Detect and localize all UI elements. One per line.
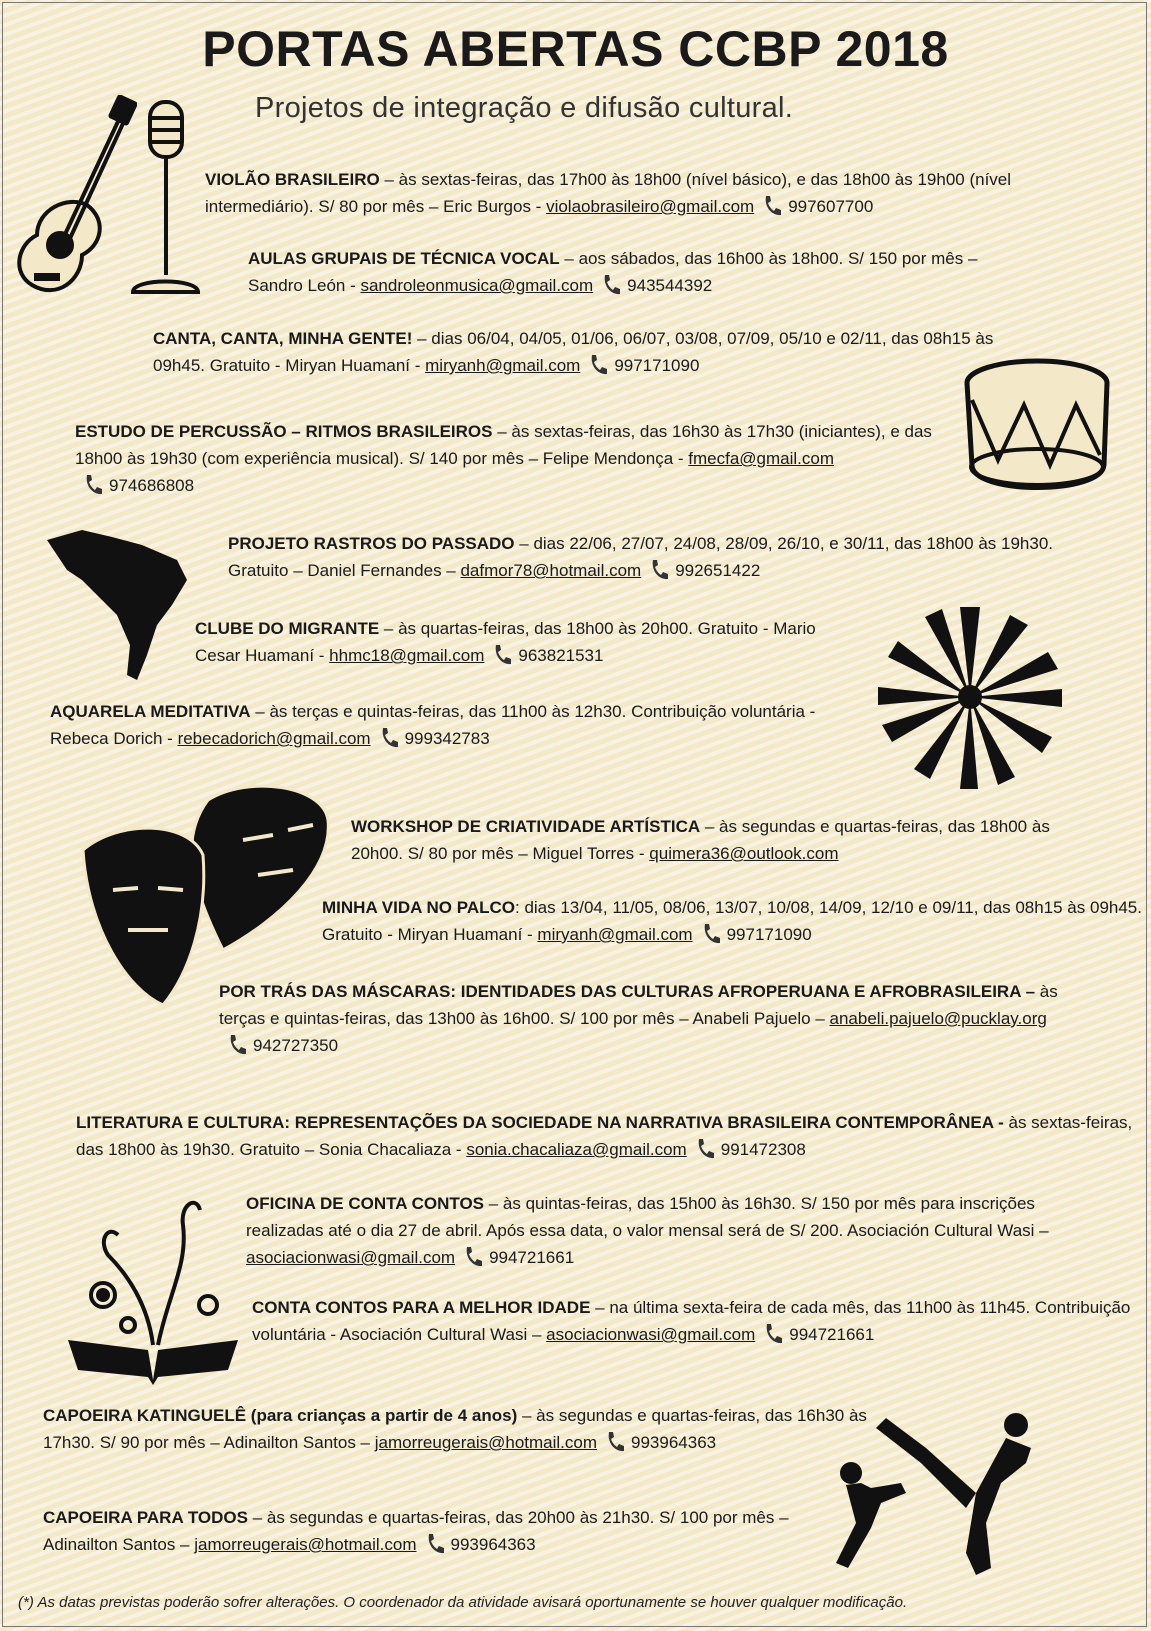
phone-icon bbox=[763, 1323, 783, 1345]
phone-icon bbox=[588, 354, 608, 376]
activity-details: dias 22/06, 27/07, 24/08, 28/09, 26/10, e 30/11, das 18h00 às 19h30. Gratuito – Daniel Fernandes – bbox=[228, 534, 1053, 580]
guitar-icon bbox=[12, 95, 137, 305]
masks-icon bbox=[78, 780, 333, 1010]
phone-icon bbox=[701, 923, 721, 945]
activity-email[interactable]: jamorreugerais@hotmail.com bbox=[194, 1535, 417, 1554]
activity-capoeira-katinguele: CAPOEIRA KATINGUELÊ (para crianças a partir de 4 anos) – às segundas e quartas-feiras, das 16h30 às 17h30. S/ 90 por mês – Adinailton Santos – jamorreugerais@hotmail.com 993964363 bbox=[43, 1406, 867, 1452]
activity-details: na última sexta-feira de cada mês, das 11h00 às 11h45. Contribuição voluntária - Asociación Cultural Wasi – bbox=[252, 1298, 1131, 1344]
activity-details: às quintas-feiras, das 15h00 às 16h30. S/ 150 por mês para inscrições realizadas até o dia 27 de abril. Após essa data, o valor mensal será de S/ 200. Asociación Cultural Wasi – bbox=[246, 1194, 1049, 1240]
activity-details: aos sábados, das 16h00 às 18h00. S/ 150 por mês – Sandro León - bbox=[248, 249, 978, 295]
activity-name: WORKSHOP DE CRIATIVIDADE ARTÍSTICA bbox=[351, 817, 701, 836]
activity-phone: 963821531 bbox=[492, 646, 603, 665]
phone-icon bbox=[695, 1138, 715, 1160]
activity-phone: 999342783 bbox=[379, 729, 490, 748]
activity-capoeira-todos: CAPOEIRA PARA TODOS – às segundas e quartas-feiras, das 20h00 às 21h30. S/ 100 por mês – Adinailton Santos – jamorreugerais@hotmail.com 993964363 bbox=[43, 1508, 789, 1554]
activity-details: às sextas-feiras, das 16h30 às 17h30 (iniciantes), e das 18h00 às 19h30 (com experiência musical). S/ 140 por mês – Felipe Mendonça - bbox=[75, 422, 932, 468]
activity-phone: 994721661 bbox=[463, 1248, 574, 1267]
activity-details: às segundas e quartas-feiras, das 20h00 às 21h30. S/ 100 por mês – Adinailton Santos – bbox=[43, 1508, 789, 1554]
activity-canta-canta: CANTA, CANTA, MINHA GENTE! – dias 06/04, 04/05, 01/06, 06/07, 03/08, 07/09, 05/10 e 02/11, das 08h15 às 09h45. Gratuito - Miryan Huamaní - miryanh@gmail.com 997171090 bbox=[153, 329, 994, 375]
page-subtitle: Projetos de integração e difusão cultural. bbox=[255, 92, 794, 124]
activity-name: CANTA, CANTA, MINHA GENTE! bbox=[153, 329, 413, 348]
activity-name: CLUBE DO MIGRANTE bbox=[195, 619, 380, 638]
activity-literatura bbox=[76, 1109, 1136, 1163]
activity-name: CAPOEIRA KATINGUELÊ (para crianças a partir de 4 anos) bbox=[43, 1406, 518, 1425]
phone-icon bbox=[649, 559, 669, 581]
activity-oficina-contos: OFICINA DE CONTA CONTOS – às quintas-feiras, das 15h00 às 16h30. S/ 150 por mês para inscrições realizadas até o dia 27 de abril. Após essa data, o valor mensal será de S/ 200. Asociación Cultural Wasi – asociacionwasi@gmail.com 994721661 bbox=[246, 1194, 1049, 1267]
activity-name: PROJETO RASTROS DO PASSADO bbox=[228, 534, 515, 553]
activity-email[interactable]: hhmc18@gmail.com bbox=[329, 646, 485, 665]
phone-icon bbox=[379, 727, 399, 749]
activity-details: dias 06/04, 04/05, 01/06, 06/07, 03/08, 07/09, 05/10 e 02/11, das 08h15 às 09h45. Gratuito - Miryan Huamaní - bbox=[153, 329, 994, 375]
activity-details: dias 13/04, 11/05, 08/06, 13/07, 10/08, 14/09, 12/10 e 09/11, das 08h15 às 09h45. Gratuito - Miryan Huamaní - bbox=[322, 898, 1142, 944]
activity-minha-vida: MINHA VIDA NO PALCO: dias 13/04, 11/05, 08/06, 13/07, 10/08, 14/09, 12/10 e 09/11, das 08h15 às 09h45. Gratuito - Miryan Huamaní - miryanh@gmail.com 997171090 bbox=[322, 898, 1142, 944]
activity-name: POR TRÁS DAS MÁSCARAS: IDENTIDADES DAS CULTURAS AFROPERUANA E AFROBRASILEIRA – bbox=[219, 982, 1036, 1001]
activity-phone: 997607700 bbox=[762, 197, 873, 216]
activity-email[interactable]: asociacionwasi@gmail.com bbox=[546, 1325, 756, 1344]
activity-phone: 943544392 bbox=[601, 276, 712, 295]
activity-phone: 991472308 bbox=[695, 1140, 806, 1159]
phone-icon bbox=[227, 1034, 247, 1056]
footnote: (*) As datas previstas poderão sofrer alterações. O coordenador da atividade avisará oportunamente se houver qualquer modificação. bbox=[18, 1594, 908, 1611]
sunburst-icon bbox=[875, 605, 1065, 790]
phone-icon bbox=[605, 1431, 625, 1453]
activity-phone: 994721661 bbox=[763, 1325, 874, 1344]
activity-aquarela: AQUARELA MEDITATIVA – às terças e quintas-feiras, das 11h00 às 12h30. Contribuição voluntária - Rebeca Dorich - rebecadorich@gmail.com 999342783 bbox=[50, 702, 816, 748]
activity-name: AULAS GRUPAIS DE TÉCNICA VOCAL bbox=[248, 249, 560, 268]
activity-melhor-idade: CONTA CONTOS PARA A MELHOR IDADE – na última sexta-feira de cada mês, das 11h00 às 11h45. Contribuição voluntária - Asociación Cultural Wasi – asociacionwasi@gmail.com 994721661 bbox=[252, 1298, 1131, 1344]
activity-email[interactable]: rebecadorich@gmail.com bbox=[177, 729, 371, 748]
activity-email[interactable]: asociacionwasi@gmail.com bbox=[246, 1248, 456, 1267]
activity-email[interactable]: miryanh@gmail.com bbox=[425, 356, 581, 375]
activity-phone: 997171090 bbox=[701, 925, 812, 944]
activity-name: AQUARELA MEDITATIVA bbox=[50, 702, 251, 721]
activity-email[interactable]: miryanh@gmail.com bbox=[537, 925, 693, 944]
activity-phone: 997171090 bbox=[588, 356, 699, 375]
activity-mascaras bbox=[219, 978, 1099, 1059]
activity-name: MINHA VIDA NO PALCO bbox=[322, 898, 515, 917]
activity-percussao: ESTUDO DE PERCUSSÃO – RITMOS BRASILEIROS – às sextas-feiras, das 16h30 às 17h30 (iniciantes), e das 18h00 às 19h30 (com experiência musical). S/ 140 por mês – Felipe Mendonça - fmecfa@gmail.com974686808 bbox=[75, 422, 932, 495]
activity-phone: 974686808 bbox=[83, 476, 194, 495]
capoeira-icon bbox=[826, 1403, 1046, 1578]
activity-name: VIOLÃO BRASILEIRO bbox=[205, 170, 380, 189]
phone-icon bbox=[601, 274, 621, 296]
activity-email[interactable]: fmecfa@gmail.com bbox=[688, 449, 835, 468]
activity-phone: 942727350 bbox=[227, 1036, 338, 1055]
activity-details: às terças e quintas-feiras, das 13h00 às 16h00. S/ 100 por mês – Anabeli Pajuelo – bbox=[219, 982, 1058, 1028]
activity-workshop: WORKSHOP DE CRIATIVIDADE ARTÍSTICA – às segundas e quartas-feiras, das 18h00 às 20h00. S/ 80 por mês – Miguel Torres - quimera36@outlook.com bbox=[351, 817, 1050, 863]
activity-migrante: CLUBE DO MIGRANTE – às quartas-feiras, das 18h00 às 20h00. Gratuito - Mario Cesar Huamaní - hhmc18@gmail.com 963821531 bbox=[195, 619, 816, 665]
activity-name: OFICINA DE CONTA CONTOS bbox=[246, 1194, 484, 1213]
activity-details: às segundas e quartas-feiras, das 16h30 às 17h30. S/ 90 por mês – Adinailton Santos – bbox=[43, 1406, 867, 1452]
activity-rastros: PROJETO RASTROS DO PASSADO – dias 22/06, 27/07, 24/08, 28/09, 26/10, e 30/11, das 18h00 às 19h30. Gratuito – Daniel Fernandes – dafmor78@hotmail.com 992651422 bbox=[228, 534, 1053, 580]
activity-phone: 993964363 bbox=[605, 1433, 716, 1452]
activity-details: às segundas e quartas-feiras, das 18h00 às 20h00. S/ 80 por mês – Miguel Torres - bbox=[351, 817, 1050, 863]
phone-icon bbox=[83, 474, 103, 496]
phone-icon bbox=[492, 644, 512, 666]
activity-phone: 993964363 bbox=[425, 1535, 536, 1554]
page-title: PORTAS ABERTAS CCBP 2018 bbox=[202, 21, 949, 77]
activity-email[interactable]: anabeli.pajuelo@pucklay.org bbox=[829, 1009, 1047, 1028]
activity-name: LITERATURA E CULTURA: REPRESENTAÇÕES DA SOCIEDADE NA NARRATIVA BRASILEIRA CONTEMPORÂNEA - bbox=[76, 1113, 1004, 1132]
activity-name: CONTA CONTOS PARA A MELHOR IDADE bbox=[252, 1298, 591, 1317]
activity-name: CAPOEIRA PARA TODOS bbox=[43, 1508, 248, 1527]
activity-details: às terças e quintas-feiras, das 11h00 às 12h30. Contribuição voluntária - Rebeca Dorich - bbox=[50, 702, 816, 748]
microphone-icon bbox=[128, 100, 203, 300]
drum-icon bbox=[958, 355, 1116, 500]
activity-name: ESTUDO DE PERCUSSÃO – RITMOS BRASILEIROS bbox=[75, 422, 493, 441]
activity-email[interactable]: violaobrasileiro@gmail.com bbox=[546, 197, 755, 216]
phone-icon bbox=[463, 1246, 483, 1268]
activity-email[interactable]: sonia.chacaliaza@gmail.com bbox=[466, 1140, 687, 1159]
activity-details: às quartas-feiras, das 18h00 às 20h00. Gratuito - Mario Cesar Huamaní - bbox=[195, 619, 816, 665]
south-america-map-icon bbox=[42, 525, 192, 685]
activity-email[interactable]: dafmor78@hotmail.com bbox=[460, 561, 642, 580]
phone-icon bbox=[425, 1533, 445, 1555]
activity-email[interactable]: quimera36@outlook.com bbox=[649, 844, 839, 863]
activity-email[interactable]: jamorreugerais@hotmail.com bbox=[374, 1433, 598, 1452]
activity-details: às sextas-feiras, das 18h00 às 19h30. Gratuito – Sonia Chacaliaza - bbox=[76, 1113, 1133, 1159]
activity-phone: 992651422 bbox=[649, 561, 760, 580]
activity-email[interactable]: sandroleonmusica@gmail.com bbox=[360, 276, 594, 295]
activity-details: às sextas-feiras, das 17h00 às 18h00 (nível básico), e das 18h00 às 19h00 (nível intermediário). S/ 80 por mês – Eric Burgos - bbox=[205, 170, 1012, 216]
activity-violao: VIOLÃO BRASILEIRO – às sextas-feiras, das 17h00 às 18h00 (nível básico), e das 18h00 às 19h00 (nível intermediário). S/ 80 por mês – Eric Burgos - violaobrasileiro@gmail.com 997607700 bbox=[205, 170, 1012, 216]
storybook-icon bbox=[68, 1185, 238, 1385]
activity-tecnica-vocal: AULAS GRUPAIS DE TÉCNICA VOCAL – aos sábados, das 16h00 às 18h00. S/ 150 por mês – Sandro León - sandroleonmusica@gmail.com 943544392 bbox=[248, 249, 978, 295]
phone-icon bbox=[762, 195, 782, 217]
